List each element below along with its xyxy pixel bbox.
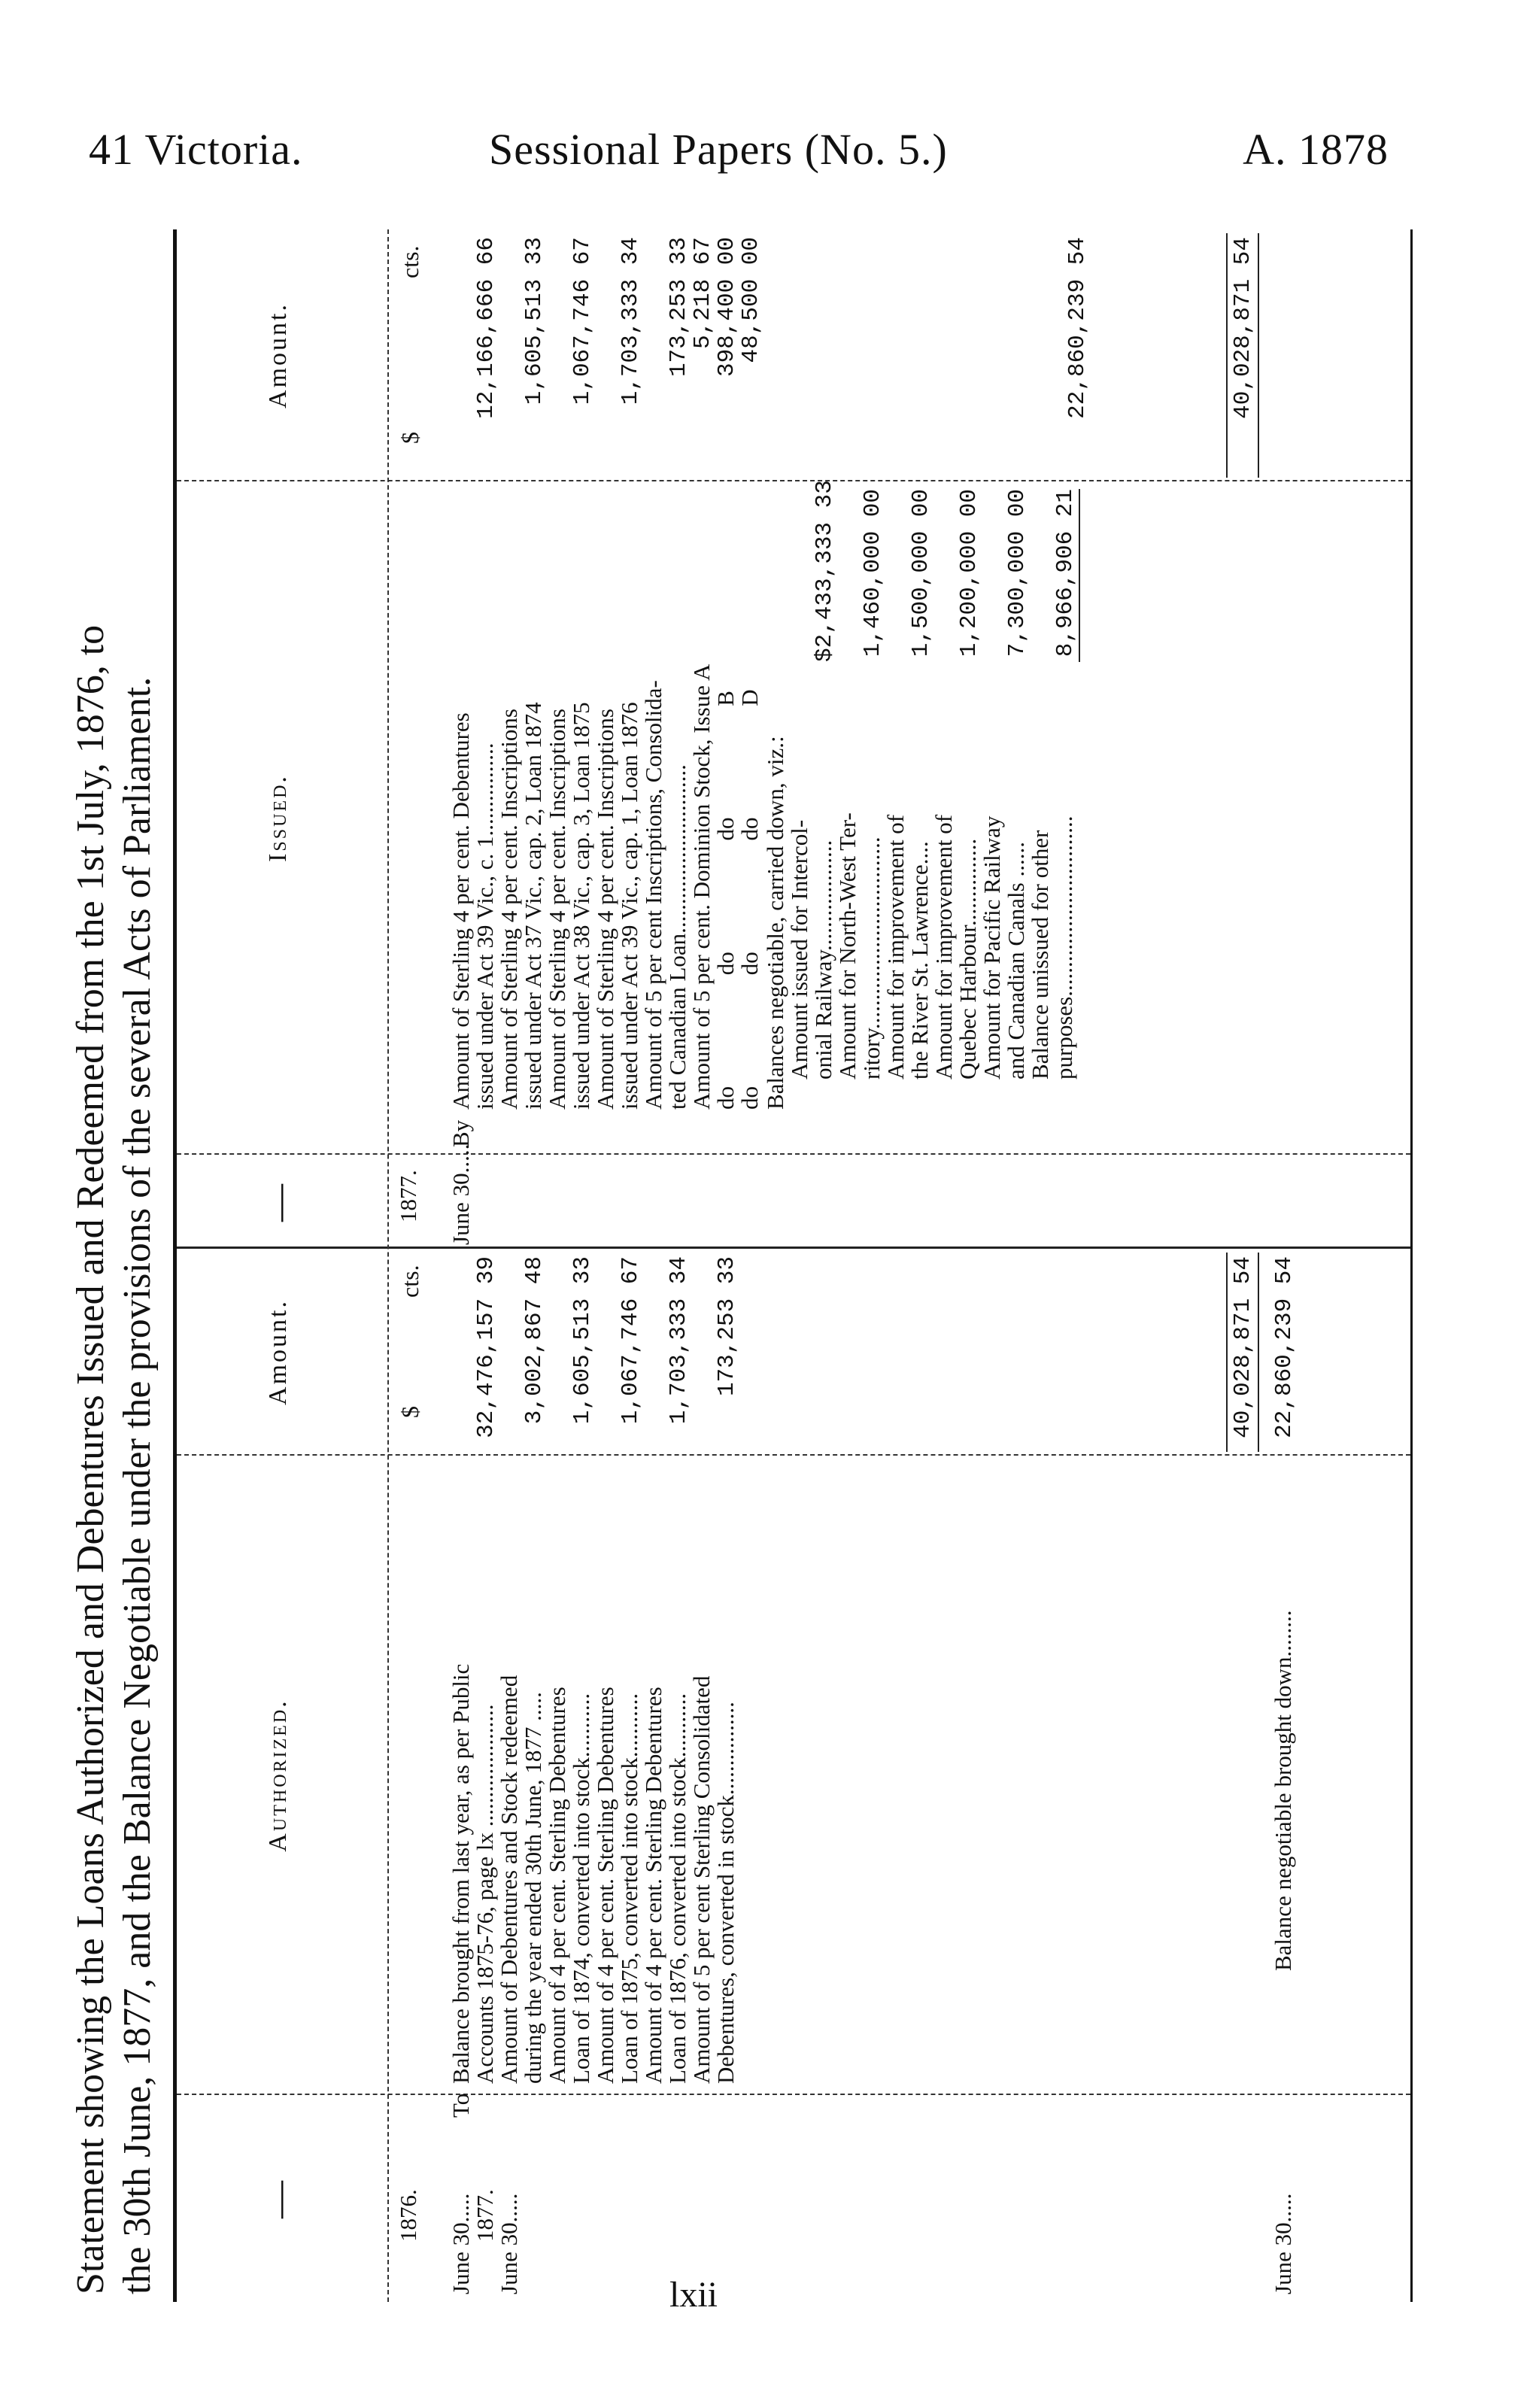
landscape-statement: [68, 218, 1437, 2317]
credit-amount: 12,166,666 66: [473, 237, 499, 419]
sub-item-amount: 1,200,000 00: [956, 489, 982, 657]
debit-total: 40,028,871 54: [1230, 1256, 1256, 1438]
sub-item-line: Amount for Pacific Railway: [979, 815, 1005, 1080]
ledger-grid: [173, 229, 1413, 2302]
statement-title: [68, 293, 161, 2294]
sub-item-line: Balance unissued for other: [1027, 830, 1053, 1080]
credit-dollar-unit: $: [396, 432, 423, 444]
credit-row: [690, 664, 714, 1110]
credit-amount: 173,253 33: [666, 237, 692, 378]
debit-brought-date: June 30.....: [1270, 2193, 1296, 2294]
debit-brought-label: Balance negotiable brought down........: [1270, 1610, 1296, 1971]
title-line-2: the 30th June, 1877, and the Balance Negotiable under the provisions of the several Acts of Parliament.: [116, 676, 159, 2294]
debit-row-line: during the year ended 30th June, 1877 .....: [520, 1692, 546, 2084]
debit-date-2: June 30.....: [496, 2193, 522, 2294]
debit-amount-heading: Amount.: [264, 1299, 292, 1405]
debit-row: [545, 1687, 593, 2084]
credit-row: [738, 689, 762, 1110]
sub-item-line: Quebec Harbour...............: [955, 838, 981, 1080]
sub-item-line: purposes...............................: [1051, 815, 1077, 1080]
debit-amount: 1,703,333 34: [666, 1256, 692, 1425]
balance-sub-item: [788, 820, 836, 1080]
credit-row-line: Amount of Sterling 4 per cent. Inscriptions: [544, 709, 570, 1110]
debit-row: [497, 1675, 545, 2084]
sub-item-line: Amount issued for Intercol-: [786, 819, 812, 1080]
debit-row-line: Loan of 1874, converted into stock...........: [568, 1693, 594, 2084]
ledger-table: [173, 218, 1407, 2317]
debit-cents-unit: cts.: [396, 1265, 423, 1298]
credit-row: [497, 702, 545, 1110]
debit-row-line: Loan of 1875, converted into stock...........: [616, 1693, 642, 2084]
balances-heading: Balances negotiable, carried down, viz.:: [762, 736, 788, 1110]
debit-row: [593, 1687, 642, 2084]
credit-by-marker: By: [448, 1119, 474, 1147]
credit-carried-down: 22,860,239 54: [1064, 237, 1091, 419]
credit-row: [642, 680, 690, 1110]
running-header: [0, 124, 1536, 192]
debit-brought-down-amount: 22,860,239 54: [1271, 1256, 1298, 1438]
debit-amount: 1,605,513 33: [569, 1256, 596, 1425]
credit-amount: 398,400 00: [714, 237, 740, 378]
rotated-page-area: [68, 218, 1437, 2317]
credit-row-line: Amount of Sterling 4 per cent. Inscriptions: [496, 709, 522, 1110]
sub-item-amount: 8,966,906 21: [1052, 489, 1080, 662]
debit-to-marker: To: [448, 2093, 474, 2118]
credit-amount: 1,605,513 33: [521, 237, 548, 405]
header-title: Sessional Papers (No. 5.): [489, 125, 948, 174]
debit-row-line: Amount of 4 per cent. Sterling Debentures: [640, 1687, 666, 2084]
debit-year-1877: 1877.: [472, 2189, 498, 2242]
debit-row-line: Amount of 4 per cent. Sterling Debentures: [544, 1687, 570, 2084]
debit-year-1876: 1876.: [395, 2189, 421, 2242]
credit-date-heading: —: [257, 1182, 299, 1222]
credit-amount: 1,703,333 34: [618, 237, 644, 405]
debit-row-line: Accounts 1875-76, page lx .....................: [472, 1704, 498, 2084]
credit-row: [714, 691, 738, 1110]
credit-row-line: issued under Act 37 Vic., cap. 2, Loan 1874: [520, 702, 546, 1110]
debit-row-line: Amount of 5 per cent Sterling Consolidated: [688, 1675, 715, 2084]
debit-amount: 32,476,157 39: [473, 1256, 499, 1438]
sub-item-amount: 1,460,000 00: [860, 489, 886, 657]
credit-row-line: Amount of Sterling 4 per cent. Inscriptions: [592, 709, 618, 1110]
sub-item-line: the River St. Lawrence....: [906, 841, 933, 1080]
header-rule: [387, 229, 389, 2302]
credit-row: [449, 712, 497, 1110]
debit-date-1: June 30.....: [448, 2193, 474, 2294]
credit-amount: 5,218 67: [690, 237, 716, 349]
credit-row-line: Amount of 5 per cent Inscriptions, Consolida-: [640, 680, 666, 1110]
authorized-heading: Authorized.: [264, 1699, 292, 1852]
header-volume: 41 Victoria.: [89, 125, 303, 174]
credit-row: [593, 702, 642, 1110]
issued-heading: Issued.: [264, 774, 292, 862]
credit-amount: 48,500 00: [738, 237, 764, 363]
sub-item-line: Amount for improvement of: [930, 814, 957, 1080]
sub-item-amount: 7,300,000 00: [1004, 489, 1031, 657]
credit-row-line: Amount of Sterling 4 per cent. Debentures: [448, 712, 474, 1110]
header-year: A. 1878: [1243, 125, 1389, 174]
debit-row-line: Amount of 4 per cent. Sterling Debentures: [592, 1687, 618, 2084]
sub-item-line: and Canadian Canals ......: [1003, 842, 1029, 1080]
title-line-1: Statement showing the Loans Authorized and Debentures Issued and Redeemed from the 1st July, 1876, to: [69, 624, 112, 2294]
credit-cents-unit: cts.: [396, 245, 423, 278]
debit-row: [642, 1687, 690, 2084]
balance-sub-item: [980, 816, 1028, 1080]
sub-item-line: Amount for North-West Ter-: [834, 812, 861, 1080]
sub-item-line: ritory.................................: [858, 837, 885, 1080]
debit-row: [690, 1676, 738, 2084]
credit-year: 1877.: [395, 1170, 421, 1222]
credit-total: 40,028,871 54: [1230, 237, 1256, 419]
sub-item-amount: $2,433,333 33: [812, 480, 838, 662]
debit-row-line: Loan of 1876, converted into stock...........: [664, 1693, 691, 2084]
credit-date: June 30.....: [448, 1143, 474, 1245]
debit-amount: 173,253 33: [714, 1256, 740, 1397]
credit-row-line: do do do B: [712, 691, 739, 1110]
sub-item-line: onial Railway...................: [810, 840, 836, 1080]
balance-sub-item: [1028, 816, 1076, 1080]
credit-amount: 1,067,746 67: [569, 237, 596, 405]
debit-row-line: Debentures, converted in stock................: [712, 1702, 739, 2084]
credit-row-line: issued under Act 39 Vic., c. 1................: [472, 742, 498, 1110]
debit-date-heading: —: [257, 2179, 299, 2218]
credit-row: [545, 702, 593, 1110]
debit-row: [449, 1664, 497, 2084]
sub-item-amount: 1,500,000 00: [908, 489, 934, 657]
balance-sub-item: [932, 815, 980, 1080]
credit-row-line: issued under Act 39 Vic., cap. 1, Loan 1876: [616, 702, 642, 1110]
credit-row-line: do do do D: [736, 689, 763, 1110]
debit-amount: 3,002,867 48: [521, 1256, 548, 1425]
sub-item-line: Amount for improvement of: [882, 814, 909, 1080]
credit-amount-heading: Amount.: [264, 302, 292, 408]
credit-row-line: issued under Act 38 Vic., cap. 3, Loan 1875: [568, 702, 594, 1110]
credit-row-line: Amount of 5 per cent. Dominion Stock, Issue A: [688, 663, 715, 1110]
debit-amount: 1,067,746 67: [618, 1256, 644, 1425]
page-number: lxii: [669, 2275, 718, 2315]
credit-row-line: ted Canadian Loan.............................: [664, 764, 691, 1110]
debit-row-line: Balance brought from last year, as per Public: [448, 1663, 474, 2084]
balance-sub-item: [884, 815, 932, 1080]
balance-sub-item: [836, 812, 884, 1080]
debit-row-line: Amount of Debentures and Stock redeemed: [496, 1675, 522, 2084]
debit-dollar-unit: $: [396, 1406, 423, 1418]
